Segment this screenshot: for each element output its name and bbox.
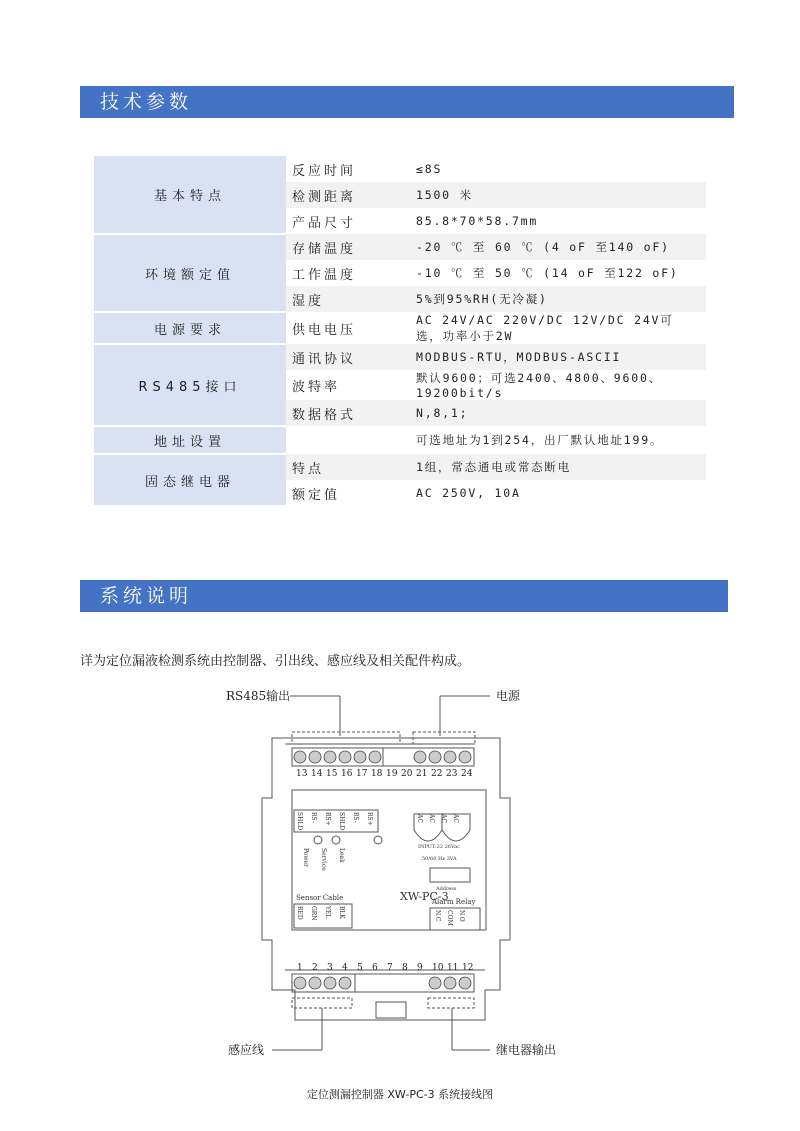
label-relay-out: 继电器输出 — [496, 1043, 557, 1057]
diagram-caption: 定位测漏控制器 XW-PC-3 系统接线图 — [306, 1088, 494, 1101]
spec-category: 基本特点 — [94, 156, 286, 234]
terminal-number: 24 — [461, 769, 473, 779]
spec-row — [94, 454, 706, 480]
spec-value: 1500 米 — [410, 182, 706, 208]
model-label: XW-PC-3 — [400, 890, 449, 903]
spec-value: 5%到95%RH(无冷凝) — [410, 286, 706, 312]
spec-category: 环境额定值 — [94, 234, 286, 312]
pin-label: RS- — [310, 812, 317, 823]
spec-table — [94, 156, 706, 507]
spec-value: N,8,1; — [410, 400, 706, 426]
pin-label: N.C — [434, 910, 441, 922]
spec-param: 特点 — [286, 454, 410, 480]
input-label: INPUT:22 26Vac — [418, 844, 460, 850]
spec-value: MODBUS-RTU，MODBUS-ASCII — [410, 344, 706, 370]
label-power: 电源 — [496, 689, 521, 703]
address-label: Address — [436, 886, 457, 892]
pin-label: RED — [296, 906, 303, 920]
terminal-number: 8 — [402, 963, 408, 973]
spec-param: 检测距离 — [286, 182, 410, 208]
terminal-number: 22 — [431, 769, 443, 779]
pin-label: AC — [452, 814, 459, 823]
terminal-screw — [414, 751, 426, 763]
terminal-screw — [429, 751, 441, 763]
spec-value: 默认9600；可选2400、4800、9600、19200bit/s — [416, 371, 662, 400]
led-label: Power — [302, 848, 309, 867]
spec-row — [94, 234, 706, 260]
spec-param: 供电电压 — [286, 312, 410, 344]
spec-param: 数据格式 — [286, 400, 410, 426]
terminal-screw — [339, 977, 351, 989]
spec-param: 产品尺寸 — [286, 208, 410, 234]
terminal-number: 17 — [356, 769, 368, 779]
spec-param: 波特率 — [286, 370, 410, 400]
freq-label: 50/60 Hz 3VA — [422, 856, 457, 862]
terminal-number: 20 — [401, 769, 413, 779]
spec-category: 电源要求 — [94, 312, 286, 344]
spec-param — [286, 426, 410, 454]
spec-param: 通讯协议 — [286, 344, 410, 370]
spec-param: 工作温度 — [286, 260, 410, 286]
terminal-number: 9 — [417, 963, 423, 973]
terminal-screw — [459, 977, 471, 989]
spec-param: 湿度 — [286, 286, 410, 312]
terminal-number: 12 — [462, 963, 474, 973]
spec-category: 地址设置 — [94, 426, 286, 454]
terminal-screw — [294, 977, 306, 989]
spec-param: 存储温度 — [286, 234, 410, 260]
terminal-number: 1 — [297, 963, 303, 973]
terminal-number: 13 — [296, 769, 308, 779]
pin-label: AC — [428, 814, 435, 823]
terminal-screw — [459, 751, 471, 763]
terminal-number: 23 — [446, 769, 458, 779]
pin-label: RS+ — [324, 812, 331, 826]
spec-value: -10 ℃ 至 50 ℃ (14 oF 至122 oF) — [416, 266, 679, 280]
terminal-screw — [309, 751, 321, 763]
spec-value: ≤8S — [416, 162, 443, 176]
spec-value: AC 250V, 10A — [416, 486, 521, 500]
section-title-system: 系统说明 — [80, 580, 728, 612]
terminal-number: 19 — [386, 769, 398, 779]
terminal-number: 18 — [371, 769, 383, 779]
pin-label: BLK — [338, 906, 345, 919]
wiring-diagram — [200, 680, 600, 1080]
terminal-screw — [309, 977, 321, 989]
spec-row — [94, 426, 706, 454]
terminal-screw — [324, 751, 336, 763]
terminal-number: 10 — [432, 963, 444, 973]
terminal-number: 6 — [372, 963, 378, 973]
spec-row — [94, 156, 706, 182]
spec-param: 反应时间 — [286, 156, 410, 182]
sensor-cable-label: Sensor Cable — [296, 894, 344, 902]
led-label: Leak — [338, 848, 345, 863]
spec-value: 可选地址为1到254，出厂默认地址199。 — [416, 433, 664, 447]
pin-label: GRN — [310, 906, 317, 921]
terminal-screw — [354, 751, 366, 763]
spec-row — [94, 312, 706, 344]
pin-label: RS- — [352, 812, 359, 823]
pin-label: SHLD — [296, 812, 303, 831]
terminal-screw — [429, 977, 441, 989]
terminal-number: 3 — [327, 963, 333, 973]
spec-value: -20 ℃ 至 60 ℃ (4 oF 至140 oF) — [410, 234, 706, 260]
pin-label: AC — [416, 814, 423, 823]
pin-label: N.O — [458, 910, 465, 922]
spec-row — [94, 344, 706, 370]
spec-category: RS485接口 — [94, 344, 286, 426]
terminal-number: 11 — [447, 963, 459, 973]
terminal-number: 4 — [342, 963, 348, 973]
terminal-screw — [339, 751, 351, 763]
terminal-number: 5 — [357, 963, 363, 973]
spec-category: 固态继电器 — [94, 454, 286, 506]
intro-text: 详为定位漏液检测系统由控制器、引出线、感应线及相关配件构成。 — [80, 654, 471, 669]
pin-label: SHLD — [338, 812, 345, 831]
terminal-number: 2 — [312, 963, 318, 973]
terminal-number: 15 — [326, 769, 338, 779]
alarm-relay-label: Alarm Relay — [432, 898, 476, 906]
pin-label: YEL — [324, 906, 331, 919]
pin-label: RS+ — [366, 812, 373, 826]
spec-value: 1组，常态通电或常态断电 — [410, 454, 706, 480]
spec-param: 额定值 — [286, 480, 410, 506]
led-label: Service — [320, 848, 327, 871]
terminal-screw — [444, 751, 456, 763]
pin-label: COM — [446, 910, 453, 926]
label-sensing-cable: 感应线 — [228, 1043, 265, 1057]
terminal-screw — [324, 977, 336, 989]
terminal-number: 7 — [387, 963, 393, 973]
spec-value: 85.8*70*58.7mm — [416, 214, 539, 228]
terminal-screw — [369, 751, 381, 763]
terminal-number: 14 — [311, 769, 323, 779]
pin-label: AC — [440, 814, 447, 823]
terminal-number: 21 — [416, 769, 428, 779]
section-title-specs: 技术参数 — [80, 86, 734, 118]
terminal-screw — [294, 751, 306, 763]
spec-value: AC 24V/AC 220V/DC 12V/DC 24V可选，功率小于2W — [416, 313, 674, 343]
terminal-number: 16 — [341, 769, 353, 779]
terminal-screw — [444, 977, 456, 989]
label-rs485-out: RS485输出 — [226, 689, 291, 703]
